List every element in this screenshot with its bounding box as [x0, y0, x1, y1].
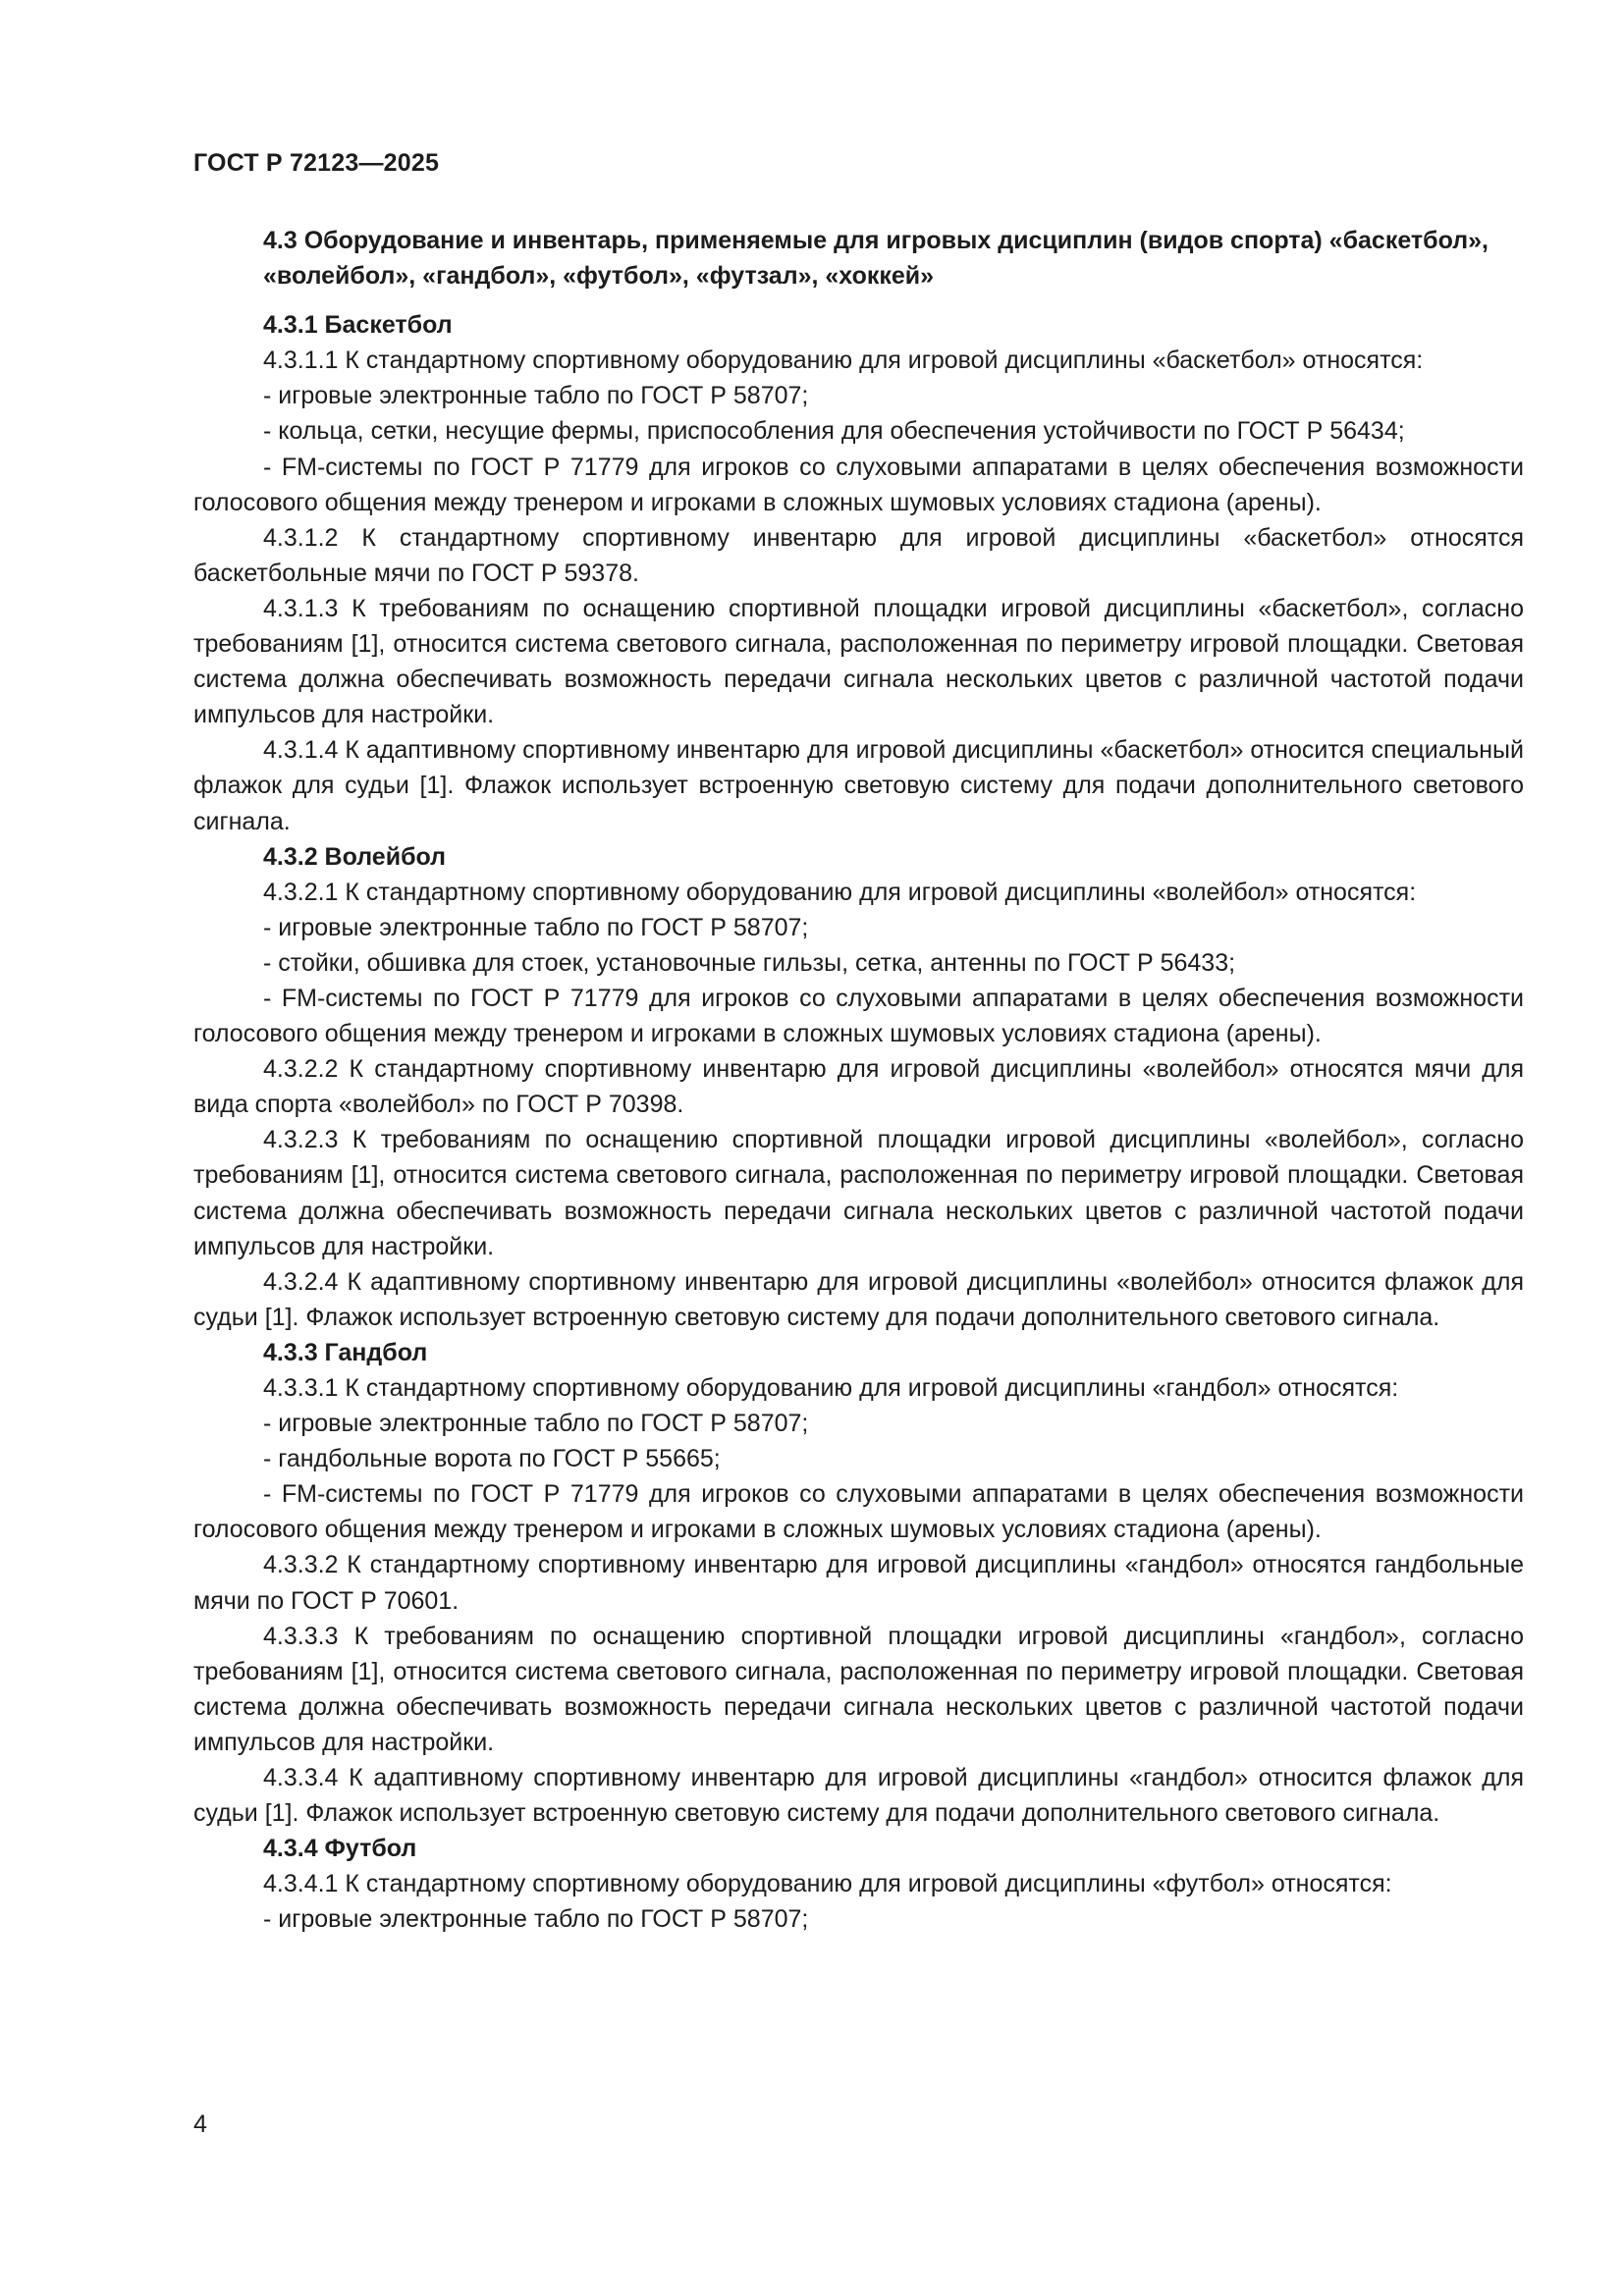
paragraph: 4.3.1.3 К требованиям по оснащению спортивной площадки игровой дисциплины «баскетбол», согласно требованиям [1], относится система светового сигнала, расположенная по периметру игровой площадки. Световая система должна обеспечивать возможность передачи сигнала нескольких цветов с различной частотой подачи импульсов для настройки.: [193, 594, 1524, 729]
paragraph: 4.3.1.4 К адаптивному спортивному инвентарю для игровой дисциплины «баскетбол» относится специальный флажок для судьи [1]. Флажок использует встроенную световую систему для подачи дополнительного светового сигнала.: [193, 736, 1524, 835]
document-content: [193, 223, 1524, 1938]
list-item: - гандбольные ворота по ГОСТ Р 55665;: [263, 1445, 721, 1473]
subsection-heading-handball: 4.3.3 Гандбол: [263, 1338, 428, 1366]
paragraph: 4.3.2.1 К стандартному спортивному оборудованию для игровой дисциплины «волейбол» относятся:: [263, 878, 1417, 906]
section-title: 4.3 Оборудование и инвентарь, применяемые для игровых дисциплин (видов спорта) «баскетбол», «волейбол», «гандбол», «футбол», «футзал», «хоккей»: [263, 227, 1489, 291]
paragraph: 4.3.4.1 К стандартному спортивному оборудованию для игровой дисциплины «футбол» относятся:: [263, 1870, 1392, 1898]
subsection-heading-volleyball: 4.3.2 Волейбол: [263, 842, 447, 871]
paragraph: 4.3.2.3 К требованиям по оснащению спортивной площадки игровой дисциплины «волейбол», согласно требованиям [1], относится система светового сигнала, расположенная по периметру игровой площадки. Световая система должна обеспечивать возможность передачи сигнала нескольких цветов с различной частотой подачи импульсов для настройки.: [193, 1126, 1524, 1260]
list-item: - FM-системы по ГОСТ Р 71779 для игроков со слуховыми аппаратами в целях обеспечения возможности голосового общения между тренером и игроками в сложных шумовых условиях стадиона (арены).: [193, 1480, 1524, 1544]
list-item: - игровые электронные табло по ГОСТ Р 58707;: [263, 382, 809, 410]
document-code: ГОСТ Р 72123—2025: [193, 149, 440, 177]
paragraph: 4.3.3.1 К стандартному спортивному оборудованию для игровой дисциплины «гандбол» относятся:: [263, 1374, 1399, 1402]
list-item: - FM-системы по ГОСТ Р 71779 для игроков со слуховыми аппаратами в целях обеспечения возможности голосового общения между тренером и игроками в сложных шумовых условиях стадиона (арены).: [193, 984, 1524, 1048]
page-number: 4: [193, 2110, 207, 2138]
paragraph: 4.3.2.4 К адаптивному спортивному инвентарю для игровой дисциплины «волейбол» относится флажок для судьи [1]. Флажок использует встроенную световую систему для подачи дополнительного светового сигнала.: [193, 1267, 1524, 1331]
subsection-heading-football: 4.3.4 Футбол: [263, 1835, 417, 1863]
list-item: - FM-системы по ГОСТ Р 71779 для игроков со слуховыми аппаратами в целях обеспечения возможности голосового общения между тренером и игроками в сложных шумовых условиях стадиона (арены).: [193, 453, 1524, 516]
list-item: - стойки, обшивка для стоек, установочные гильзы, сетка, антенны по ГОСТ Р 56433;: [263, 948, 1236, 977]
paragraph: 4.3.1.1 К стандартному спортивному оборудованию для игровой дисциплины «баскетбол» относятся:: [263, 347, 1424, 375]
paragraph: 4.3.1.2 К стандартному спортивному инвентарю для игровой дисциплины «баскетбол» относятся баскетбольные мячи по ГОСТ Р 59378.: [193, 523, 1524, 587]
paragraph: 4.3.3.2 К стандартному спортивному инвентарю для игровой дисциплины «гандбол» относятся гандбольные мячи по ГОСТ Р 70601.: [193, 1551, 1524, 1615]
subsection-heading-basketball: 4.3.1 Баскетбол: [263, 311, 453, 340]
list-item: - игровые электронные табло по ГОСТ Р 58707;: [263, 1905, 809, 1934]
list-item: - кольца, сетки, несущие фермы, приспособления для обеспечения устойчивости по ГОСТ Р 56434;: [263, 417, 1405, 446]
list-item: - игровые электронные табло по ГОСТ Р 58707;: [263, 913, 809, 941]
paragraph: 4.3.3.4 К адаптивному спортивному инвентарю для игровой дисциплины «гандбол» относится флажок для судьи [1]. Флажок использует встроенную световую систему для подачи дополнительного светового сигнала.: [193, 1764, 1524, 1828]
list-item: - игровые электронные табло по ГОСТ Р 58707;: [263, 1410, 809, 1438]
paragraph: 4.3.2.2 К стандартному спортивному инвентарю для игровой дисциплины «волейбол» относятся мячи для вида спорта «волейбол» по ГОСТ Р 70398.: [193, 1055, 1524, 1119]
paragraph: 4.3.3.3 К требованиям по оснащению спортивной площадки игровой дисциплины «гандбол», согласно требованиям [1], относится система светового сигнала, расположенная по периметру игровой площадки. Световая система должна обеспечивать возможность передачи сигнала нескольких цветов с различной частотой подачи импульсов для настройки.: [193, 1622, 1524, 1756]
